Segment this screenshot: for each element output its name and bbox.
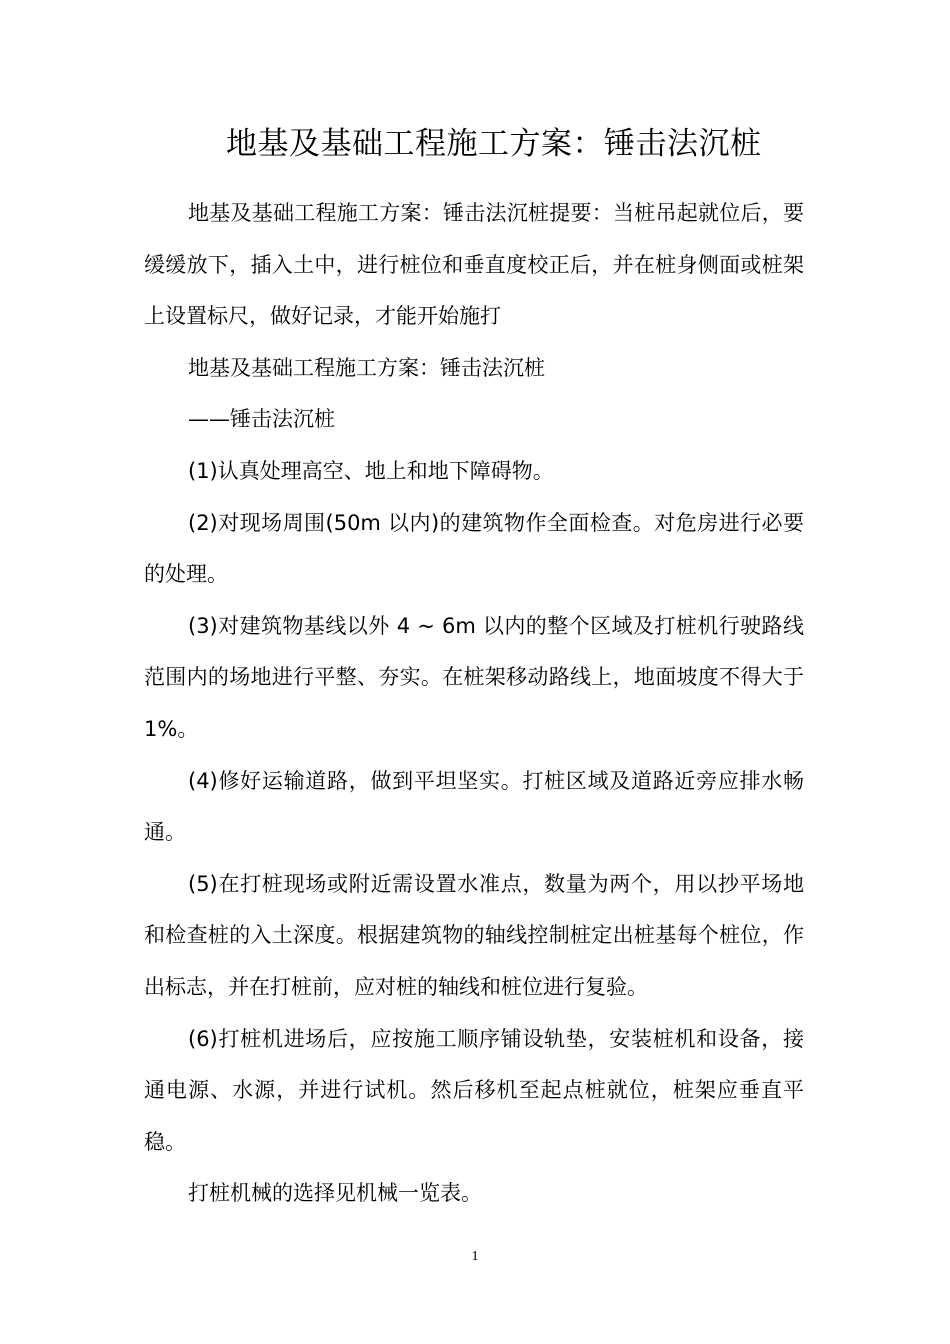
- paragraph-summary: 地基及基础工程施工方案：锤击法沉桩提要：当桩吊起就位后，要缓缓放下，插入土中，进行桩位和垂直度校正后，并在桩身侧面或桩架上设置标尺，做好记录，才能开始施打: [144, 201, 804, 329]
- document-title: 地基及基础工程施工方案：锤击法沉桩: [226, 126, 762, 162]
- paragraph-item-1: (1)认真处理高空、地上和地下障碍物。: [188, 458, 554, 483]
- paragraph-item-2: (2)对现场周围(50m 以内)的建筑物作全面检查。对危房进行必要的处理。: [144, 510, 804, 587]
- document-body: [144, 188, 804, 1220]
- paragraph-item-3: (3)对建筑物基线以外 4 ~ 6m 以内的整个区域及打桩机行驶路线范围内的场地进行平整、夯实。在桩架移动路线上，地面坡度不得大于 1%。: [144, 613, 804, 741]
- paragraph-item-4: (4)修好运输道路，做到平坦坚实。打桩区域及道路近旁应排水畅通。: [144, 768, 804, 845]
- paragraph-machine-note: 打桩机械的选择见机械一览表。: [188, 1181, 482, 1206]
- paragraph-section-heading: ——锤击法沉桩: [188, 407, 335, 432]
- page-number: 1: [471, 1249, 479, 1264]
- paragraph-subtitle: 地基及基础工程施工方案：锤击法沉桩: [188, 355, 545, 380]
- paragraph-item-5: (5)在打桩现场或附近需设置水准点，数量为两个，用以抄平场地和检查桩的入土深度。根据建筑物的轴线控制桩定出桩基每个桩位，作出标志，并在打桩前，应对桩的轴线和桩位进行复验。: [144, 871, 804, 999]
- paragraph-item-6: (6)打桩机进场后，应按施工顺序铺设轨垫，安装桩机和设备，接通电源、水源，并进行试机。然后移机至起点桩就位，桩架应垂直平稳。: [144, 1026, 804, 1154]
